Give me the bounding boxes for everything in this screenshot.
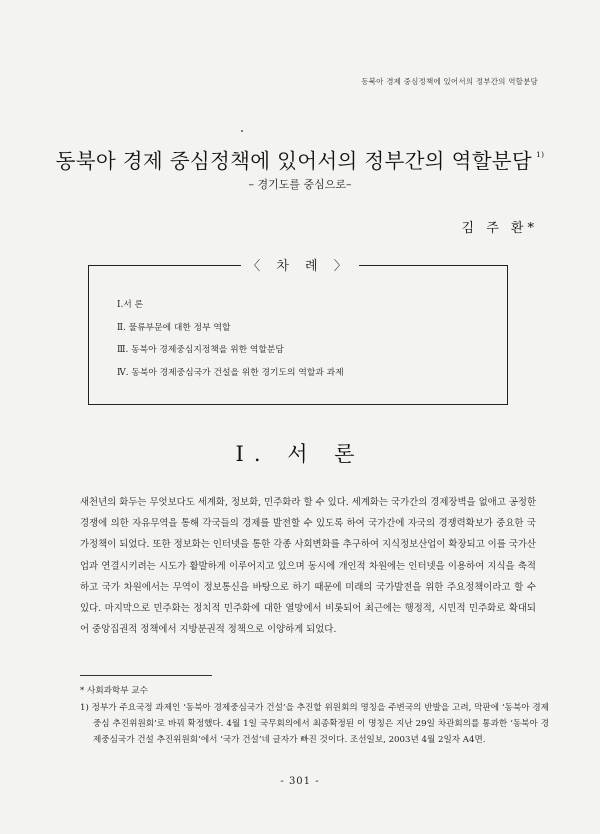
toc-item: Ⅰ.서 론 <box>117 300 144 310</box>
footnote-rule <box>80 675 212 676</box>
footnote-affiliation: * 사회과학부 교수 <box>80 686 148 696</box>
title-text: 동북아 경제 중심정책에 있어서의 정부간의 역할분담 <box>55 149 533 173</box>
section-heading: Ⅰ. 서 론 <box>235 442 365 466</box>
running-head: 동북아 경제 중심정책에 있어서의 정부간의 역할분담 <box>361 77 538 86</box>
toc-item: Ⅳ. 동북아 경제중심국가 건설을 위한 경기도의 역할과 과제 <box>117 367 344 378</box>
toc-item: Ⅲ. 동북아 경제중심지정책을 위한 역할분담 <box>117 345 284 355</box>
body-paragraph: 새천년의 화두는 무엇보다도 세계화, 정보화, 민주화라 할 수 있다. 세계화는 국가간의 경제장벽을 없애고 공정한 경쟁에 의한 자유무역을 통해 각국들의 경제를 발전할 수 있도록 하여 국가간에 자국의 경쟁력확보가 중요한 국가정책이 되었다. 또한 정보화는 인터넷을 통한 각종 사회변화를 추구하여 지식정보산업이 확장되고 이를 국가산업과 연결시키려는 시도가 활발하게 이루어지고 있으며 동시에 개인적 차원에는 인터넷을 이용하여 지식을 축적하고 국가 차원에서는 무역이 정보통신을 바탕으로 하기 때문에 미래의 국가발전을 위한 주요정책이라고 할 수 있다. 마지막으로 민주화는 정치적 민주화에 대한 열망에서 비롯되어 최근에는 행정적, 시민적 민주화로 확대되어 중앙집권적 정책에서 지방분권적 정책으로 이양하게 되었다. <box>80 497 536 636</box>
paper-title <box>0 144 600 174</box>
title-footnote-marker: 1) <box>536 150 545 159</box>
toc-list <box>117 297 344 387</box>
toc-heading-text: 〈 차 례 〉 <box>241 259 359 274</box>
page-number: - 301 - <box>280 776 320 787</box>
toc-item: Ⅱ. 물류부문에 대한 정부 역할 <box>117 322 231 333</box>
scan-speck <box>241 130 243 132</box>
paper-subtitle: – 경기도를 중심으로– <box>248 178 352 191</box>
footnote-1: 1) 정부가 주요국정 과제인 ‘동북아 경제중심국가 건설’을 추진할 위원회의 명칭을 주변국의 반발을 고려, 막판에 ‘동북아 경제중심 추진위원회’로 바꿔 확정했다. 4월 1일 국무회의에서 최종확정된 이 명칭은 지난 29일 차관회의를 통과한 ‘동북아 경제중심국가 건설 추진위원회’에서 ‘국가 건설’네 글자가 빠진 것이다. 조선일보, 2003년 4월 2일자 A4면. <box>80 703 549 745</box>
toc-heading <box>0 255 600 274</box>
author-name: 김 주 환* <box>461 221 538 236</box>
